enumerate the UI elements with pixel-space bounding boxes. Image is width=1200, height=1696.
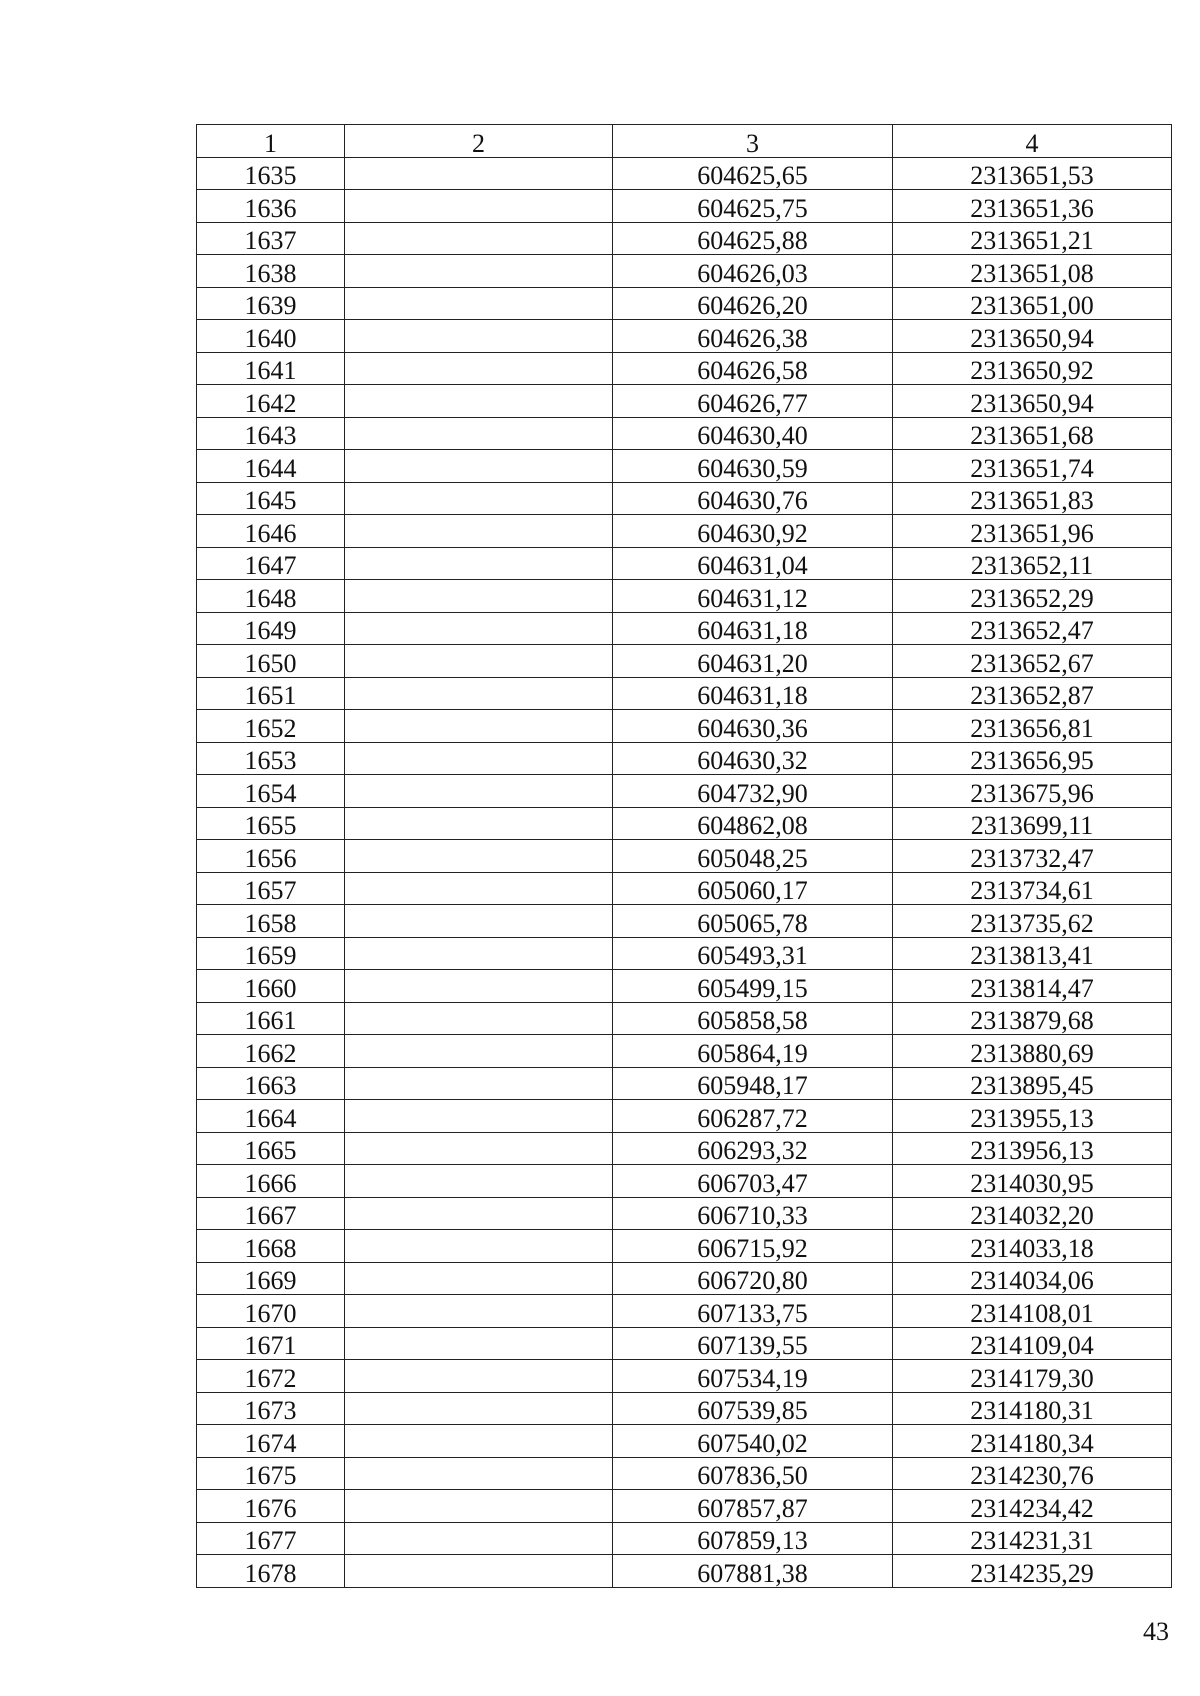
x-coordinate-cell: 604732,90 (613, 775, 893, 808)
point-number-cell: 1661 (197, 1002, 345, 1035)
table-row (197, 645, 1172, 678)
table-row (197, 287, 1172, 320)
point-name-cell (345, 157, 613, 190)
point-number-cell: 1665 (197, 1132, 345, 1165)
header-cell-col-1: 1 (197, 125, 345, 158)
table-row (197, 580, 1172, 613)
table-row (197, 1197, 1172, 1230)
table-row (197, 417, 1172, 450)
coordinates-table (196, 124, 1172, 1588)
point-name-cell (345, 1360, 613, 1393)
point-name-cell (345, 450, 613, 483)
table-row (197, 1262, 1172, 1295)
point-name-cell (345, 1100, 613, 1133)
point-name-cell (345, 1295, 613, 1328)
point-number-cell: 1644 (197, 450, 345, 483)
y-coordinate-cell: 2314234,42 (893, 1490, 1172, 1523)
table-row (197, 612, 1172, 645)
table-row (197, 222, 1172, 255)
y-coordinate-cell: 2313652,29 (893, 580, 1172, 613)
point-number-cell: 1668 (197, 1230, 345, 1263)
point-name-cell (345, 417, 613, 450)
y-coordinate-cell: 2314230,76 (893, 1457, 1172, 1490)
table-row (197, 905, 1172, 938)
y-coordinate-cell: 2313651,53 (893, 157, 1172, 190)
x-coordinate-cell: 604626,20 (613, 287, 893, 320)
header-cell-col-4: 4 (893, 125, 1172, 158)
table-row (197, 157, 1172, 190)
point-name-cell (345, 1457, 613, 1490)
x-coordinate-cell: 604631,12 (613, 580, 893, 613)
y-coordinate-cell: 2313652,87 (893, 677, 1172, 710)
y-coordinate-cell: 2313675,96 (893, 775, 1172, 808)
point-number-cell: 1670 (197, 1295, 345, 1328)
point-name-cell (345, 1067, 613, 1100)
point-name-cell (345, 645, 613, 678)
point-number-cell: 1637 (197, 222, 345, 255)
point-number-cell: 1676 (197, 1490, 345, 1523)
y-coordinate-cell: 2314231,31 (893, 1522, 1172, 1555)
y-coordinate-cell: 2314034,06 (893, 1262, 1172, 1295)
point-number-cell: 1653 (197, 742, 345, 775)
point-number-cell: 1658 (197, 905, 345, 938)
x-coordinate-cell: 605948,17 (613, 1067, 893, 1100)
point-number-cell: 1671 (197, 1327, 345, 1360)
point-name-cell (345, 287, 613, 320)
point-name-cell (345, 515, 613, 548)
y-coordinate-cell: 2313651,08 (893, 255, 1172, 288)
x-coordinate-cell: 605060,17 (613, 872, 893, 905)
point-number-cell: 1672 (197, 1360, 345, 1393)
table-row (197, 547, 1172, 580)
table-body (197, 157, 1172, 1587)
table-row (197, 190, 1172, 223)
point-number-cell: 1666 (197, 1165, 345, 1198)
x-coordinate-cell: 604862,08 (613, 807, 893, 840)
table-row (197, 515, 1172, 548)
table-row (197, 1132, 1172, 1165)
x-coordinate-cell: 604626,77 (613, 385, 893, 418)
x-coordinate-cell: 606293,32 (613, 1132, 893, 1165)
table-row (197, 1002, 1172, 1035)
point-number-cell: 1667 (197, 1197, 345, 1230)
point-name-cell (345, 970, 613, 1003)
point-name-cell (345, 385, 613, 418)
x-coordinate-cell: 604630,32 (613, 742, 893, 775)
x-coordinate-cell: 605493,31 (613, 937, 893, 970)
table-row (197, 1165, 1172, 1198)
point-number-cell: 1657 (197, 872, 345, 905)
point-name-cell (345, 742, 613, 775)
y-coordinate-cell: 2313955,13 (893, 1100, 1172, 1133)
point-number-cell: 1645 (197, 482, 345, 515)
point-number-cell: 1638 (197, 255, 345, 288)
x-coordinate-cell: 604625,65 (613, 157, 893, 190)
y-coordinate-cell: 2314235,29 (893, 1555, 1172, 1588)
x-coordinate-cell: 604626,38 (613, 320, 893, 353)
point-name-cell (345, 840, 613, 873)
header-cell-col-2: 2 (345, 125, 613, 158)
table-row (197, 710, 1172, 743)
point-name-cell (345, 1035, 613, 1068)
point-name-cell (345, 905, 613, 938)
y-coordinate-cell: 2313734,61 (893, 872, 1172, 905)
table-row (197, 320, 1172, 353)
point-number-cell: 1654 (197, 775, 345, 808)
y-coordinate-cell: 2313880,69 (893, 1035, 1172, 1068)
point-name-cell (345, 1522, 613, 1555)
y-coordinate-cell: 2314108,01 (893, 1295, 1172, 1328)
table-row (197, 385, 1172, 418)
point-name-cell (345, 352, 613, 385)
table-row (197, 840, 1172, 873)
point-name-cell (345, 872, 613, 905)
point-number-cell: 1659 (197, 937, 345, 970)
table-row (197, 255, 1172, 288)
point-name-cell (345, 255, 613, 288)
table-row (197, 742, 1172, 775)
point-number-cell: 1677 (197, 1522, 345, 1555)
point-number-cell: 1635 (197, 157, 345, 190)
point-number-cell: 1662 (197, 1035, 345, 1068)
x-coordinate-cell: 605864,19 (613, 1035, 893, 1068)
x-coordinate-cell: 606703,47 (613, 1165, 893, 1198)
y-coordinate-cell: 2313651,21 (893, 222, 1172, 255)
point-number-cell: 1636 (197, 190, 345, 223)
y-coordinate-cell: 2313656,95 (893, 742, 1172, 775)
point-number-cell: 1664 (197, 1100, 345, 1133)
point-number-cell: 1639 (197, 287, 345, 320)
point-name-cell (345, 677, 613, 710)
x-coordinate-cell: 604630,36 (613, 710, 893, 743)
point-number-cell: 1673 (197, 1392, 345, 1425)
header-cell-col-3: 3 (613, 125, 893, 158)
x-coordinate-cell: 605499,15 (613, 970, 893, 1003)
y-coordinate-cell: 2313651,00 (893, 287, 1172, 320)
point-number-cell: 1649 (197, 612, 345, 645)
table-row (197, 1490, 1172, 1523)
x-coordinate-cell: 604631,18 (613, 612, 893, 645)
point-number-cell: 1652 (197, 710, 345, 743)
y-coordinate-cell: 2313732,47 (893, 840, 1172, 873)
table-row (197, 482, 1172, 515)
y-coordinate-cell: 2313879,68 (893, 1002, 1172, 1035)
x-coordinate-cell: 607881,38 (613, 1555, 893, 1588)
point-number-cell: 1674 (197, 1425, 345, 1458)
point-number-cell: 1678 (197, 1555, 345, 1588)
table-row (197, 1392, 1172, 1425)
y-coordinate-cell: 2313652,47 (893, 612, 1172, 645)
page-number: 43 (1143, 1617, 1169, 1646)
x-coordinate-cell: 607534,19 (613, 1360, 893, 1393)
point-number-cell: 1646 (197, 515, 345, 548)
point-name-cell (345, 807, 613, 840)
x-coordinate-cell: 604630,59 (613, 450, 893, 483)
x-coordinate-cell: 604625,75 (613, 190, 893, 223)
point-name-cell (345, 1230, 613, 1263)
table-row (197, 1425, 1172, 1458)
point-name-cell (345, 222, 613, 255)
point-number-cell: 1640 (197, 320, 345, 353)
point-number-cell: 1648 (197, 580, 345, 613)
point-name-cell (345, 710, 613, 743)
x-coordinate-cell: 606710,33 (613, 1197, 893, 1230)
point-number-cell: 1660 (197, 970, 345, 1003)
table-row (197, 1067, 1172, 1100)
table-row (197, 937, 1172, 970)
y-coordinate-cell: 2313699,11 (893, 807, 1172, 840)
table-row (197, 872, 1172, 905)
x-coordinate-cell: 607857,87 (613, 1490, 893, 1523)
table-row (197, 1327, 1172, 1360)
point-name-cell (345, 1392, 613, 1425)
x-coordinate-cell: 604626,03 (613, 255, 893, 288)
point-number-cell: 1669 (197, 1262, 345, 1295)
point-name-cell (345, 1165, 613, 1198)
y-coordinate-cell: 2313814,47 (893, 970, 1172, 1003)
y-coordinate-cell: 2313735,62 (893, 905, 1172, 938)
y-coordinate-cell: 2314033,18 (893, 1230, 1172, 1263)
point-number-cell: 1663 (197, 1067, 345, 1100)
point-name-cell (345, 547, 613, 580)
table-row (197, 677, 1172, 710)
x-coordinate-cell: 607539,85 (613, 1392, 893, 1425)
y-coordinate-cell: 2313651,96 (893, 515, 1172, 548)
y-coordinate-cell: 2314180,31 (893, 1392, 1172, 1425)
point-name-cell (345, 1262, 613, 1295)
y-coordinate-cell: 2314109,04 (893, 1327, 1172, 1360)
y-coordinate-cell: 2313656,81 (893, 710, 1172, 743)
point-number-cell: 1643 (197, 417, 345, 450)
table-row (197, 807, 1172, 840)
point-name-cell (345, 1132, 613, 1165)
table-row (197, 1295, 1172, 1328)
table-row (197, 1230, 1172, 1263)
x-coordinate-cell: 607540,02 (613, 1425, 893, 1458)
table-row (197, 775, 1172, 808)
point-number-cell: 1647 (197, 547, 345, 580)
point-name-cell (345, 482, 613, 515)
y-coordinate-cell: 2314180,34 (893, 1425, 1172, 1458)
x-coordinate-cell: 606715,92 (613, 1230, 893, 1263)
table-row (197, 1360, 1172, 1393)
y-coordinate-cell: 2313651,68 (893, 417, 1172, 450)
point-number-cell: 1656 (197, 840, 345, 873)
table-row (197, 1555, 1172, 1588)
x-coordinate-cell: 607836,50 (613, 1457, 893, 1490)
y-coordinate-cell: 2313650,94 (893, 320, 1172, 353)
x-coordinate-cell: 607133,75 (613, 1295, 893, 1328)
point-name-cell (345, 320, 613, 353)
y-coordinate-cell: 2313956,13 (893, 1132, 1172, 1165)
y-coordinate-cell: 2313652,67 (893, 645, 1172, 678)
x-coordinate-cell: 604631,20 (613, 645, 893, 678)
point-number-cell: 1642 (197, 385, 345, 418)
x-coordinate-cell: 605065,78 (613, 905, 893, 938)
point-name-cell (345, 1002, 613, 1035)
point-name-cell (345, 775, 613, 808)
point-name-cell (345, 1555, 613, 1588)
point-name-cell (345, 190, 613, 223)
table-row (197, 352, 1172, 385)
table-row (197, 1035, 1172, 1068)
x-coordinate-cell: 605048,25 (613, 840, 893, 873)
y-coordinate-cell: 2313650,92 (893, 352, 1172, 385)
point-name-cell (345, 1490, 613, 1523)
y-coordinate-cell: 2313650,94 (893, 385, 1172, 418)
y-coordinate-cell: 2314030,95 (893, 1165, 1172, 1198)
x-coordinate-cell: 604625,88 (613, 222, 893, 255)
x-coordinate-cell: 605858,58 (613, 1002, 893, 1035)
point-number-cell: 1641 (197, 352, 345, 385)
x-coordinate-cell: 604630,92 (613, 515, 893, 548)
point-name-cell (345, 1197, 613, 1230)
y-coordinate-cell: 2313651,74 (893, 450, 1172, 483)
point-name-cell (345, 1327, 613, 1360)
y-coordinate-cell: 2313652,11 (893, 547, 1172, 580)
y-coordinate-cell: 2313813,41 (893, 937, 1172, 970)
x-coordinate-cell: 607859,13 (613, 1522, 893, 1555)
table-row (197, 450, 1172, 483)
x-coordinate-cell: 604630,40 (613, 417, 893, 450)
table-row (197, 1522, 1172, 1555)
y-coordinate-cell: 2313895,45 (893, 1067, 1172, 1100)
y-coordinate-cell: 2313651,83 (893, 482, 1172, 515)
x-coordinate-cell: 606720,80 (613, 1262, 893, 1295)
point-name-cell (345, 1425, 613, 1458)
point-number-cell: 1651 (197, 677, 345, 710)
y-coordinate-cell: 2314032,20 (893, 1197, 1172, 1230)
table-row (197, 970, 1172, 1003)
x-coordinate-cell: 606287,72 (613, 1100, 893, 1133)
table-row (197, 1100, 1172, 1133)
y-coordinate-cell: 2314179,30 (893, 1360, 1172, 1393)
point-number-cell: 1655 (197, 807, 345, 840)
point-number-cell: 1650 (197, 645, 345, 678)
x-coordinate-cell: 604631,04 (613, 547, 893, 580)
point-name-cell (345, 580, 613, 613)
point-name-cell (345, 937, 613, 970)
point-number-cell: 1675 (197, 1457, 345, 1490)
table-header (197, 125, 1172, 158)
y-coordinate-cell: 2313651,36 (893, 190, 1172, 223)
x-coordinate-cell: 604631,18 (613, 677, 893, 710)
x-coordinate-cell: 604630,76 (613, 482, 893, 515)
x-coordinate-cell: 607139,55 (613, 1327, 893, 1360)
x-coordinate-cell: 604626,58 (613, 352, 893, 385)
table-row (197, 1457, 1172, 1490)
point-name-cell (345, 612, 613, 645)
header-row (197, 125, 1172, 158)
